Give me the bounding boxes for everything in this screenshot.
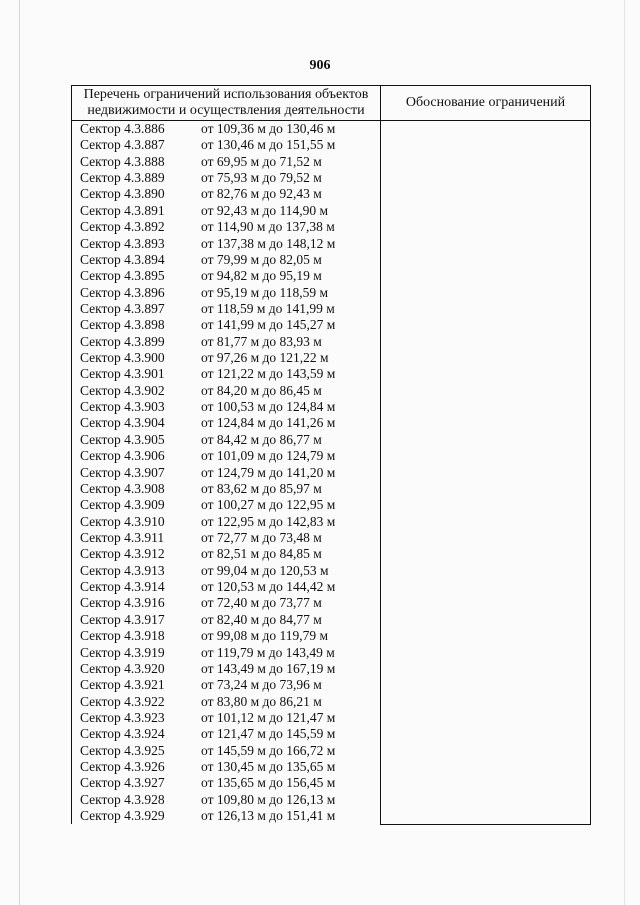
height-range: от 141,99 м до 145,27 м [201, 317, 336, 333]
height-range: от 99,04 м до 120,53 м [201, 562, 329, 578]
sector-id: Сектор 4.3.891 [80, 202, 165, 218]
height-range: от 83,62 м до 85,97 м [201, 480, 322, 496]
sector-id: Сектор 4.3.898 [80, 317, 165, 333]
sector-id: Сектор 4.3.922 [80, 693, 165, 709]
sector-id: Сектор 4.3.901 [80, 366, 165, 382]
sector-id: Сектор 4.3.928 [80, 791, 165, 807]
height-range: от 130,46 м до 151,55 м [201, 137, 336, 153]
scan-edge-left [19, 0, 20, 905]
sector-id: Сектор 4.3.897 [80, 300, 165, 316]
sector-id: Сектор 4.3.888 [80, 153, 165, 169]
sector-id: Сектор 4.3.919 [80, 644, 165, 660]
table-row [72, 350, 380, 366]
sector-id: Сектор 4.3.907 [80, 464, 165, 480]
sector-id: Сектор 4.3.925 [80, 742, 165, 758]
sector-id: Сектор 4.3.906 [80, 448, 165, 464]
restrictions-table [71, 85, 591, 825]
sector-id: Сектор 4.3.904 [80, 415, 165, 431]
sector-id: Сектор 4.3.895 [80, 268, 165, 284]
table-row [72, 186, 380, 202]
table-row [72, 383, 380, 399]
sector-id: Сектор 4.3.905 [80, 431, 165, 447]
sector-id: Сектор 4.3.921 [80, 677, 165, 693]
sector-id: Сектор 4.3.908 [80, 480, 165, 496]
sector-id: Сектор 4.3.899 [80, 333, 165, 349]
sector-id: Сектор 4.3.911 [80, 529, 165, 545]
height-range: от 97,26 м до 121,22 м [201, 350, 329, 366]
table-row [72, 514, 380, 530]
table-row [72, 285, 380, 301]
height-range: от 120,53 м до 144,42 м [201, 579, 336, 595]
table-row [72, 563, 380, 579]
sector-id: Сектор 4.3.887 [80, 137, 165, 153]
table-row [72, 743, 380, 759]
table-row [72, 137, 380, 153]
height-range: от 101,12 м до 121,47 м [201, 709, 336, 725]
page-number: 906 [309, 58, 331, 73]
table-body-row [72, 121, 591, 825]
sector-id: Сектор 4.3.929 [80, 808, 165, 824]
header-justification: Обоснование ограничений [381, 86, 591, 121]
table-row [72, 121, 380, 137]
table-row [72, 465, 380, 481]
height-range: от 83,80 м до 86,21 м [201, 693, 322, 709]
sector-id: Сектор 4.3.889 [80, 170, 165, 186]
height-range: от 73,24 м до 73,96 м [201, 677, 322, 693]
height-range: от 145,59 м до 166,72 м [201, 742, 336, 758]
height-range: от 114,90 м до 137,38 м [201, 219, 335, 235]
height-range: от 143,49 м до 167,19 м [201, 660, 336, 676]
restrictions-column [72, 121, 381, 825]
sector-id: Сектор 4.3.892 [80, 219, 165, 235]
height-range: от 100,53 м до 124,84 м [201, 399, 336, 415]
sector-id: Сектор 4.3.918 [80, 628, 165, 644]
sector-id: Сектор 4.3.927 [80, 775, 165, 791]
height-range: от 126,13 м до 151,41 м [201, 808, 336, 824]
height-range: от 124,84 м до 141,26 м [201, 415, 336, 431]
height-range: от 72,40 м до 73,77 м [201, 595, 322, 611]
table-row [72, 154, 380, 170]
height-range: от 75,93 м до 79,52 м [201, 170, 322, 186]
height-range: от 95,19 м до 118,59 м [201, 284, 329, 300]
sector-id: Сектор 4.3.920 [80, 660, 165, 676]
height-range: от 118,59 м до 141,99 м [201, 300, 335, 316]
sector-id: Сектор 4.3.902 [80, 382, 165, 398]
height-range: от 100,27 м до 122,95 м [201, 497, 336, 513]
table-row [72, 236, 380, 252]
height-range: от 84,20 м до 86,45 м [201, 382, 322, 398]
height-range: от 79,99 м до 82,05 м [201, 251, 322, 267]
height-range: от 101,09 м до 124,79 м [201, 448, 336, 464]
sector-id: Сектор 4.3.909 [80, 497, 165, 513]
table-row [72, 546, 380, 562]
table-row [72, 726, 380, 742]
table-row [72, 775, 380, 791]
sector-id: Сектор 4.3.923 [80, 709, 165, 725]
table-row [72, 268, 380, 284]
height-range: от 99,08 м до 119,79 м [201, 628, 329, 644]
table-row [72, 530, 380, 546]
table-row [72, 579, 380, 595]
table-row [72, 595, 380, 611]
table-row [72, 301, 380, 317]
table-row [72, 481, 380, 497]
table-row [72, 432, 380, 448]
table-row [72, 792, 380, 808]
table-header-row [72, 86, 591, 121]
height-range: от 81,77 м до 83,93 м [201, 333, 322, 349]
table-row [72, 612, 380, 628]
table-row [72, 219, 380, 235]
height-range: от 109,36 м до 130,46 м [201, 121, 336, 136]
height-range: от 122,95 м до 142,83 м [201, 513, 336, 529]
sector-id: Сектор 4.3.910 [80, 513, 165, 529]
sector-id: Сектор 4.3.916 [80, 595, 165, 611]
height-range: от 92,43 м до 114,90 м [201, 202, 329, 218]
table-row [72, 694, 380, 710]
height-range: от 94,82 м до 95,19 м [201, 268, 322, 284]
sector-id: Сектор 4.3.924 [80, 726, 165, 742]
sector-id: Сектор 4.3.913 [80, 562, 165, 578]
height-range: от 82,51 м до 84,85 м [201, 546, 322, 562]
table-row [72, 399, 380, 415]
sector-id: Сектор 4.3.894 [80, 251, 165, 267]
height-range: от 82,40 м до 84,77 м [201, 611, 322, 627]
table-row [72, 661, 380, 677]
sector-id: Сектор 4.3.914 [80, 579, 165, 595]
height-range: от 130,45 м до 135,65 м [201, 759, 336, 775]
height-range: от 84,42 м до 86,77 м [201, 431, 322, 447]
sector-id: Сектор 4.3.890 [80, 186, 165, 202]
sector-id: Сектор 4.3.900 [80, 350, 165, 366]
sector-id: Сектор 4.3.912 [80, 546, 165, 562]
sector-id: Сектор 4.3.926 [80, 759, 165, 775]
height-range: от 72,77 м до 73,48 м [201, 529, 322, 545]
table-row [72, 203, 380, 219]
sector-id: Сектор 4.3.886 [80, 121, 165, 136]
height-range: от 121,47 м до 145,59 м [201, 726, 336, 742]
height-range: от 135,65 м до 156,45 м [201, 775, 336, 791]
height-range: от 109,80 м до 126,13 м [201, 791, 336, 807]
sector-id: Сектор 4.3.896 [80, 284, 165, 300]
height-range: от 69,95 м до 71,52 м [201, 153, 322, 169]
height-range: от 119,79 м до 143,49 м [201, 644, 335, 660]
height-range: от 82,76 м до 92,43 м [201, 186, 322, 202]
height-range: от 137,38 м до 148,12 м [201, 235, 336, 251]
table-row [72, 645, 380, 661]
height-range: от 124,79 м до 141,20 м [201, 464, 336, 480]
table-row [72, 252, 380, 268]
scan-edge-right [624, 0, 625, 905]
sector-id: Сектор 4.3.917 [80, 611, 165, 627]
table-row [72, 808, 380, 824]
table-row [72, 628, 380, 644]
table-row [72, 334, 380, 350]
justification-column [381, 121, 591, 825]
sector-id: Сектор 4.3.893 [80, 235, 165, 251]
table-row [72, 415, 380, 431]
table-row [72, 170, 380, 186]
height-range: от 121,22 м до 143,59 м [201, 366, 336, 382]
table-row [72, 497, 380, 513]
header-restrictions-list: Перечень ограничений использования объектов недвижимости и осуществления деятельности [72, 86, 381, 121]
table-row [72, 677, 380, 693]
table-row [72, 317, 380, 333]
table-row [72, 366, 380, 382]
table-row [72, 759, 380, 775]
table-row [72, 710, 380, 726]
table-row [72, 448, 380, 464]
sector-id: Сектор 4.3.903 [80, 399, 165, 415]
